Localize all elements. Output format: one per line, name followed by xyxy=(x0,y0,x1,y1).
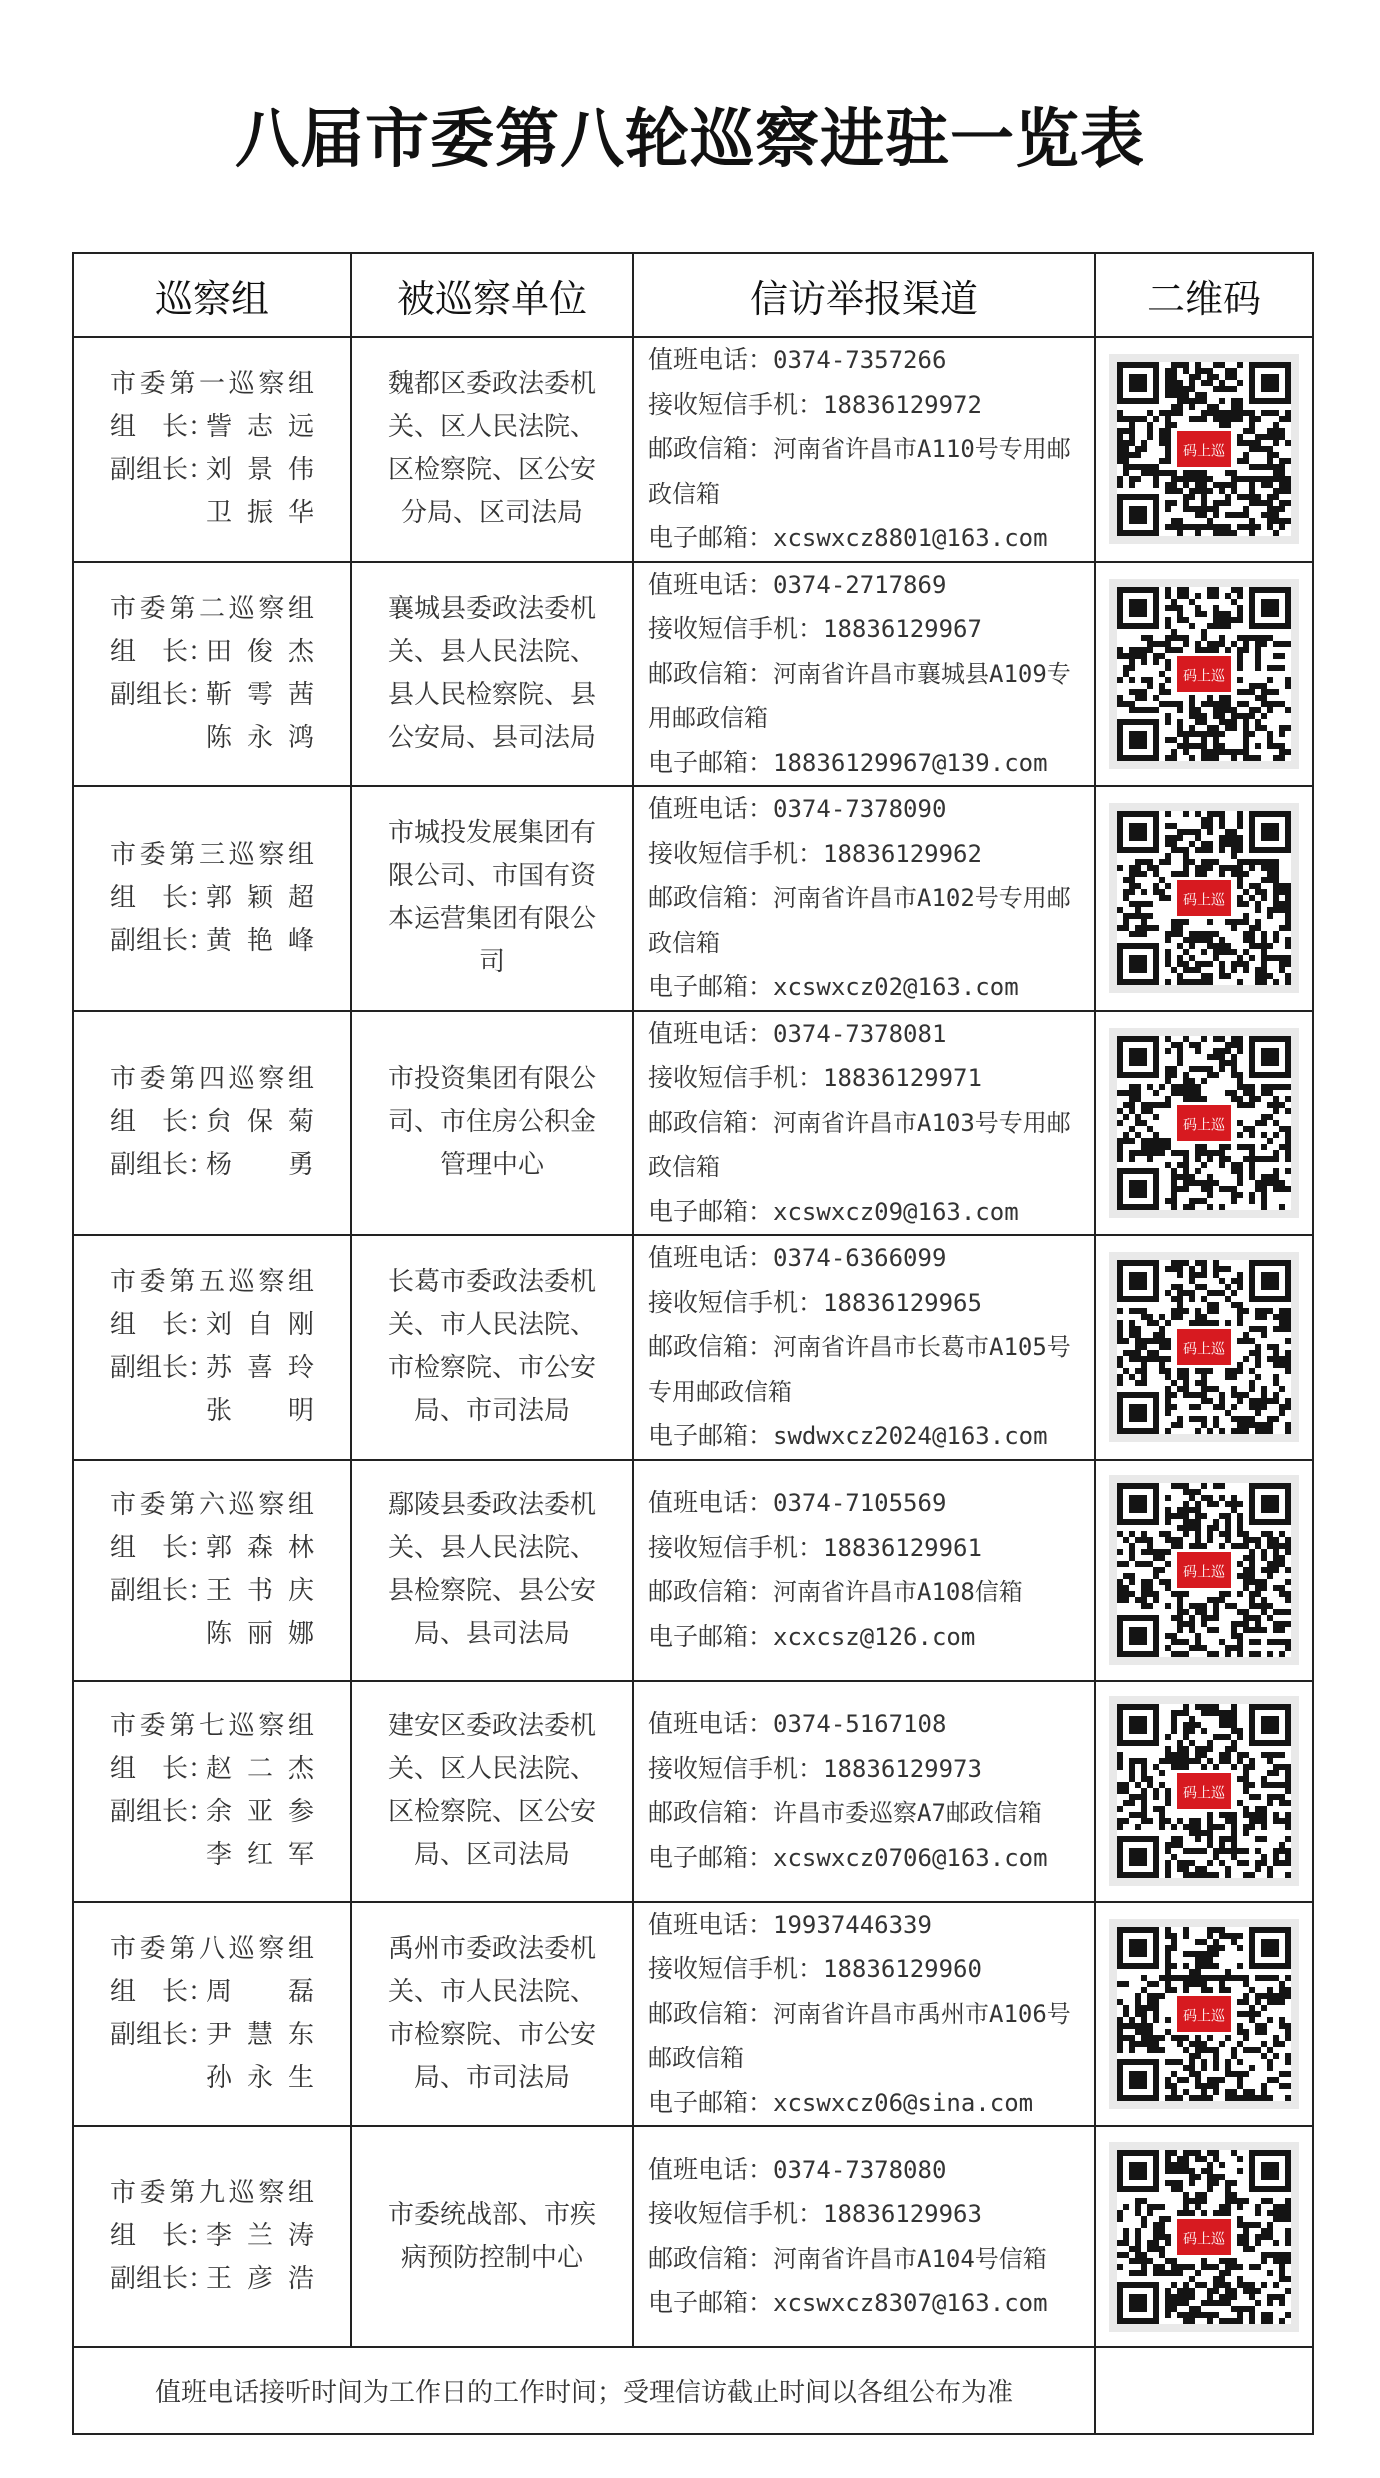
deputy-line xyxy=(110,2057,314,2100)
sms-number: 18836129963 xyxy=(823,2200,982,2228)
qr-code-icon xyxy=(1117,1483,1291,1657)
deputy-label: 副组长： xyxy=(110,1797,215,1827)
contact-cell xyxy=(633,786,1095,1011)
group-cell xyxy=(73,1235,351,1460)
email-address[interactable]: xcswxcz02@163.com xyxy=(773,973,1019,1001)
group-name: 市委第三巡察组 xyxy=(110,839,314,870)
qr-code[interactable] xyxy=(1109,1696,1299,1886)
sms-number-line xyxy=(648,832,1080,877)
qr-code[interactable] xyxy=(1109,354,1299,544)
qr-code-icon xyxy=(1117,587,1291,761)
duty-phone-label: 值班电话： xyxy=(648,1018,774,1048)
deputy-line xyxy=(110,1834,314,1877)
email-line xyxy=(648,1414,1080,1459)
duty-phone: 0374-7378081 xyxy=(773,1019,947,1048)
group-info xyxy=(110,834,314,963)
deputy-indent xyxy=(110,1834,206,1877)
group-name: 市委第一巡察组 xyxy=(110,369,314,400)
deputy-line xyxy=(110,1390,314,1433)
deputy-indent xyxy=(110,2057,206,2100)
postal-box-line xyxy=(648,1325,1080,1414)
leader-label: 组 长： xyxy=(110,1533,215,1563)
qr-code-icon xyxy=(1117,362,1291,536)
sms-number-line xyxy=(648,2192,1080,2237)
email-label: 电子邮箱： xyxy=(648,523,774,552)
header-unit: 被巡察单位 xyxy=(351,253,633,337)
leader-name: 贠保菊 xyxy=(206,1107,314,1138)
duty-phone: 0374-7378080 xyxy=(773,2155,947,2184)
group-info xyxy=(110,1261,314,1433)
deputy-name: 张 明 xyxy=(206,1396,314,1427)
group-info xyxy=(110,1705,314,1877)
qr-badge-text: 码上巡 xyxy=(1183,1117,1225,1134)
qr-cell xyxy=(1095,1460,1313,1681)
deputy-line xyxy=(110,1347,314,1390)
leader-label: 组 长： xyxy=(110,1310,215,1341)
qr-code-icon xyxy=(1117,1260,1291,1434)
header-contact: 信访举报渠道 xyxy=(633,253,1095,337)
group-name: 市委第八巡察组 xyxy=(110,1933,314,1964)
email-label: 电子邮箱： xyxy=(648,2087,774,2117)
sms-number-label: 接收短信手机： xyxy=(648,1532,824,1562)
sms-number: 18836129971 xyxy=(823,1064,982,1092)
email-label: 电子邮箱： xyxy=(648,1621,774,1651)
sms-number: 18836129965 xyxy=(823,1288,982,1317)
qr-badge-text: 码上巡 xyxy=(1183,2231,1225,2248)
table-row xyxy=(73,337,1313,562)
group-name: 市委第九巡察组 xyxy=(110,2178,314,2208)
sms-number-line xyxy=(648,1526,1080,1571)
duty-phone: 0374-7357266 xyxy=(773,346,947,374)
qr-badge-text: 码上巡 xyxy=(1183,1564,1225,1581)
sms-number-label: 接收短信手机： xyxy=(648,838,824,868)
leader-name: 郭颖超 xyxy=(206,882,314,913)
qr-code[interactable] xyxy=(1109,1028,1299,1218)
qr-cell xyxy=(1095,1681,1313,1902)
qr-badge-text: 码上巡 xyxy=(1183,2008,1225,2025)
postal-box: 许昌市委巡察A7邮政信箱 xyxy=(773,1799,1042,1827)
sms-number-label: 接收短信手机： xyxy=(648,614,824,643)
duty-phone: 0374-7378090 xyxy=(773,795,947,823)
leader-line xyxy=(110,2215,314,2258)
email-address[interactable]: xcxcsz@126.com xyxy=(773,1622,976,1651)
duty-phone: 0374-2717869 xyxy=(773,570,947,599)
email-line xyxy=(648,965,1080,1010)
contact-info xyxy=(634,1702,1094,1880)
duty-phone: 0374-6366099 xyxy=(773,1244,947,1272)
postal-box: 河南省许昌市禹州市A106号邮政信箱 xyxy=(648,1999,1071,2072)
inspected-unit: 襄城县委政法委机关、县人民法院、县人民检察院、县公安局、县司法局 xyxy=(387,593,596,753)
qr-cell xyxy=(1095,1235,1313,1460)
duty-phone-line xyxy=(648,338,1080,383)
sms-number-line xyxy=(648,1947,1080,1992)
leader-name: 赵二杰 xyxy=(206,1754,314,1784)
inspection-table xyxy=(72,252,1314,2435)
leader-label: 组 长： xyxy=(110,2221,215,2251)
deputy-label: 副组长： xyxy=(110,1576,215,1606)
footer-note: 值班电话接听时间为工作日的工作时间；受理信访截止时间以各组公布为准 xyxy=(73,2347,1095,2434)
qr-cell xyxy=(1095,786,1313,1011)
email-label: 电子邮箱： xyxy=(648,1196,774,1226)
postal-box: 河南省许昌市A102号专用邮政信箱 xyxy=(648,884,1071,957)
leader-name: 田俊杰 xyxy=(206,636,314,667)
postal-box-label: 邮政信箱： xyxy=(648,1798,774,1827)
qr-code[interactable] xyxy=(1109,1919,1299,2109)
deputy-line xyxy=(110,2258,314,2301)
sms-number-label: 接收短信手机： xyxy=(648,1063,824,1092)
contact-info xyxy=(634,1903,1094,2126)
inspected-unit: 市城投发展集团有限公司、市国有资本运营集团有限公司 xyxy=(387,818,596,978)
leader-name: 郭森林 xyxy=(206,1533,314,1563)
qr-code[interactable] xyxy=(1109,579,1299,769)
deputy-label: 副组长： xyxy=(110,2264,215,2294)
inspected-unit: 魏都区委政法委机关、区人民法院、区检察院、区公安分局、区司法局 xyxy=(387,369,596,529)
deputy-line xyxy=(110,674,314,717)
contact-info xyxy=(634,563,1094,786)
deputy-line xyxy=(110,717,314,760)
contact-cell xyxy=(633,1460,1095,1681)
postal-box-label: 邮政信箱： xyxy=(648,1998,774,2028)
email-line xyxy=(648,1836,1080,1881)
footer-empty-cell xyxy=(1095,2347,1313,2434)
leader-line xyxy=(110,631,314,674)
table-footer-row xyxy=(73,2347,1313,2434)
group-name: 市委第六巡察组 xyxy=(110,1490,314,1520)
postal-box-label: 邮政信箱： xyxy=(648,1107,774,1137)
deputy-name: 杨 勇 xyxy=(206,1150,314,1181)
deputy-indent xyxy=(110,1390,206,1433)
group-name: 市委第四巡察组 xyxy=(110,1064,314,1095)
postal-box: 河南省许昌市A108信箱 xyxy=(773,1578,1023,1606)
deputy-name: 苏喜玲 xyxy=(206,1353,314,1384)
table-row xyxy=(73,1902,1313,2127)
deputy-name: 刘景伟 xyxy=(206,455,314,486)
deputy-indent xyxy=(110,492,206,535)
table-row xyxy=(73,1460,1313,1681)
deputy-label: 副组长： xyxy=(110,2019,215,2050)
duty-phone-label: 值班电话： xyxy=(648,1243,774,1272)
duty-phone-label: 值班电话： xyxy=(648,794,774,823)
duty-phone-line xyxy=(648,1903,1080,1948)
duty-phone-line xyxy=(648,1012,1080,1057)
duty-phone-line xyxy=(648,1702,1080,1747)
table-header-row xyxy=(73,253,1313,337)
deputy-name: 李红军 xyxy=(206,1840,314,1870)
qr-cell xyxy=(1095,1902,1313,2127)
postal-box-line xyxy=(648,652,1080,741)
header-group: 巡察组 xyxy=(73,253,351,337)
group-info xyxy=(110,2172,314,2301)
duty-phone-label: 值班电话： xyxy=(648,345,774,374)
deputy-name: 卫振华 xyxy=(206,498,314,529)
qr-cell xyxy=(1095,337,1313,562)
deputy-name: 靳雩茜 xyxy=(206,679,314,710)
duty-phone-label: 值班电话： xyxy=(648,1709,774,1738)
leader-line xyxy=(110,1971,314,2014)
deputy-label: 副组长： xyxy=(110,925,215,956)
group-info xyxy=(110,1058,314,1187)
qr-cell xyxy=(1095,2126,1313,2347)
contact-cell xyxy=(633,562,1095,787)
inspected-unit: 建安区委政法委机关、区人民法院、区检察院、区公安局、区司法局 xyxy=(387,1711,596,1870)
deputy-label: 副组长： xyxy=(110,1353,215,1384)
contact-info xyxy=(634,1236,1094,1459)
group-name: 市委第七巡察组 xyxy=(110,1711,314,1741)
unit-cell xyxy=(351,337,633,562)
deputy-label: 副组长： xyxy=(110,455,215,486)
email-label: 电子邮箱： xyxy=(648,1842,774,1872)
table-row xyxy=(73,562,1313,787)
table-row xyxy=(73,1681,1313,1902)
duty-phone-line xyxy=(648,1236,1080,1281)
inspected-unit: 鄢陵县委政法委机关、县人民法院、县检察院、县公安局、县司法局 xyxy=(387,1490,596,1649)
sms-number-label: 接收短信手机： xyxy=(648,389,824,419)
unit-cell xyxy=(351,1902,633,2127)
duty-phone: 0374-5167108 xyxy=(773,1710,947,1738)
deputy-label: 副组长： xyxy=(110,679,215,710)
sms-number: 18836129960 xyxy=(823,1955,982,1983)
email-label: 电子邮箱： xyxy=(648,2288,774,2317)
deputy-name: 余亚参 xyxy=(206,1797,314,1827)
email-line xyxy=(648,1615,1080,1660)
group-cell xyxy=(73,337,351,562)
leader-line xyxy=(110,406,314,449)
contact-cell xyxy=(633,1681,1095,1902)
deputy-line xyxy=(110,2014,314,2057)
deputy-line xyxy=(110,492,314,535)
qr-cell xyxy=(1095,562,1313,787)
postal-box: 河南省许昌市A103号专用邮政信箱 xyxy=(648,1108,1071,1181)
contact-info xyxy=(634,1012,1094,1235)
sms-number: 18836129967 xyxy=(823,615,982,643)
leader-line xyxy=(110,1748,314,1791)
email-label: 电子邮箱： xyxy=(648,972,774,1001)
group-cell xyxy=(73,2126,351,2347)
deputy-indent xyxy=(110,717,206,760)
email-address[interactable]: 18836129967@139.com xyxy=(773,748,1048,777)
sms-number: 18836129961 xyxy=(823,1533,982,1562)
postal-box-line xyxy=(648,876,1080,965)
deputy-name: 尹慧东 xyxy=(206,2019,314,2050)
leader-label: 组 长： xyxy=(110,636,215,667)
leader-line xyxy=(110,1527,314,1570)
email-line xyxy=(648,516,1080,561)
leader-label: 组 长： xyxy=(110,1976,215,2007)
group-info xyxy=(110,588,314,760)
email-label: 电子邮箱： xyxy=(648,747,774,777)
sms-number: 18836129973 xyxy=(823,1754,982,1783)
table-row xyxy=(73,1011,1313,1236)
unit-cell xyxy=(351,1460,633,1681)
leader-name: 刘自刚 xyxy=(206,1310,314,1341)
unit-cell xyxy=(351,1681,633,1902)
duty-phone-label: 值班电话： xyxy=(648,1488,774,1517)
qr-cell xyxy=(1095,1011,1313,1236)
contact-cell xyxy=(633,1235,1095,1460)
duty-phone-label: 值班电话： xyxy=(648,569,774,599)
email-line xyxy=(648,1190,1080,1235)
group-cell xyxy=(73,1681,351,1902)
sms-number-line xyxy=(648,1281,1080,1326)
group-name: 市委第五巡察组 xyxy=(110,1267,314,1298)
postal-box-label: 邮政信箱： xyxy=(648,2243,774,2273)
postal-box-line xyxy=(648,1101,1080,1190)
deputy-name: 陈永鸿 xyxy=(206,722,314,753)
qr-code[interactable] xyxy=(1109,1252,1299,1442)
leader-label: 组 长： xyxy=(110,1107,215,1138)
duty-phone-label: 值班电话： xyxy=(648,2154,774,2184)
qr-code-icon xyxy=(1117,1036,1291,1210)
duty-phone: 19937446339 xyxy=(773,1910,932,1939)
sms-number-label: 接收短信手机： xyxy=(648,1954,824,1983)
sms-number-line xyxy=(648,383,1080,428)
table-row xyxy=(73,2126,1313,2347)
deputy-line xyxy=(110,1613,314,1656)
postal-box: 河南省许昌市长葛市A105号专用邮政信箱 xyxy=(648,1333,1071,1406)
duty-phone: 0374-7105569 xyxy=(773,1489,947,1517)
sms-number-line xyxy=(648,1747,1080,1792)
unit-cell xyxy=(351,1235,633,1460)
table-row xyxy=(73,1235,1313,1460)
qr-code[interactable] xyxy=(1109,1475,1299,1665)
sms-number-line xyxy=(648,607,1080,652)
postal-box-label: 邮政信箱： xyxy=(648,1577,774,1606)
sms-number-label: 接收短信手机： xyxy=(648,1287,824,1317)
header-qr: 二维码 xyxy=(1095,253,1313,337)
postal-box-label: 邮政信箱： xyxy=(648,434,774,463)
leader-label: 组 长： xyxy=(110,882,215,913)
leader-label: 组 长： xyxy=(110,412,215,443)
group-cell xyxy=(73,786,351,1011)
duty-phone-line xyxy=(648,563,1080,608)
group-cell xyxy=(73,1460,351,1681)
email-address[interactable]: xcswxcz0706@163.com xyxy=(773,1843,1048,1872)
group-cell xyxy=(73,1902,351,2127)
email-line xyxy=(648,2281,1080,2326)
deputy-line xyxy=(110,1570,314,1613)
postal-box-line xyxy=(648,2237,1080,2282)
duty-phone-label: 值班电话： xyxy=(648,1909,774,1939)
deputy-name: 陈丽娜 xyxy=(206,1619,314,1649)
email-address[interactable]: xcswxcz09@163.com xyxy=(773,1197,1019,1226)
group-cell xyxy=(73,1011,351,1236)
leader-line xyxy=(110,1101,314,1144)
inspected-unit: 市委统战部、市疾病预防控制中心 xyxy=(387,2199,596,2273)
deputy-line xyxy=(110,1144,314,1187)
inspected-unit: 禹州市委政法委机关、市人民法院、市检察院、市公安局、市司法局 xyxy=(387,1933,596,2093)
qr-badge-text: 码上巡 xyxy=(1183,1341,1225,1358)
deputy-label: 副组长： xyxy=(110,1150,215,1181)
contact-cell xyxy=(633,337,1095,562)
email-line xyxy=(648,741,1080,786)
postal-box-line xyxy=(648,1992,1080,2081)
postal-box-line xyxy=(648,427,1080,516)
contact-cell xyxy=(633,1011,1095,1236)
qr-badge-text: 码上巡 xyxy=(1183,443,1225,460)
leader-name: 訾志远 xyxy=(206,412,314,443)
qr-code-icon xyxy=(1117,1704,1291,1878)
unit-cell xyxy=(351,1011,633,1236)
contact-info xyxy=(634,787,1094,1010)
group-info xyxy=(110,363,314,535)
deputy-line xyxy=(110,920,314,963)
inspected-unit: 市投资集团有限公司、市住房公积金管理中心 xyxy=(387,1064,596,1181)
deputy-name: 黄艳峰 xyxy=(206,925,314,956)
qr-badge-text: 码上巡 xyxy=(1183,1785,1225,1802)
deputy-indent xyxy=(110,1613,206,1656)
qr-badge-text: 码上巡 xyxy=(1183,892,1225,909)
email-line xyxy=(648,2081,1080,2126)
qr-code[interactable] xyxy=(1109,803,1299,993)
postal-box: 河南省许昌市A104号信箱 xyxy=(773,2244,1047,2273)
table-body xyxy=(73,337,1313,2347)
deputy-line xyxy=(110,449,314,492)
qr-code-icon xyxy=(1117,811,1291,985)
leader-line xyxy=(110,877,314,920)
email-address[interactable]: swdwxcz2024@163.com xyxy=(773,1422,1048,1450)
postal-box-line xyxy=(648,1791,1080,1836)
duty-phone-line xyxy=(648,2148,1080,2193)
contact-info xyxy=(634,2148,1094,2326)
deputy-name: 王书庆 xyxy=(206,1576,314,1606)
leader-line xyxy=(110,1304,314,1347)
postal-box-label: 邮政信箱： xyxy=(648,658,774,688)
email-label: 电子邮箱： xyxy=(648,1421,774,1450)
leader-label: 组 长： xyxy=(110,1754,215,1784)
postal-box: 河南省许昌市襄城县A109专用邮政信箱 xyxy=(648,659,1071,732)
sms-number-line xyxy=(648,1056,1080,1101)
postal-box: 河南省许昌市A110号专用邮政信箱 xyxy=(648,435,1071,508)
group-info xyxy=(110,1928,314,2100)
qr-code-icon xyxy=(1117,1927,1291,2101)
group-name: 市委第二巡察组 xyxy=(110,593,314,624)
qr-code-icon xyxy=(1117,2150,1291,2324)
leader-name: 周 磊 xyxy=(206,1976,314,2007)
sms-number: 18836129972 xyxy=(823,390,982,419)
postal-box-label: 邮政信箱： xyxy=(648,883,774,912)
deputy-name: 孙永生 xyxy=(206,2062,314,2093)
sms-number-label: 接收短信手机： xyxy=(648,1753,824,1783)
email-address[interactable]: xcswxcz06@sina.com xyxy=(773,2088,1034,2117)
contact-info xyxy=(634,1481,1094,1659)
sms-number: 18836129962 xyxy=(823,839,982,868)
contact-info xyxy=(634,338,1094,561)
deputy-line xyxy=(110,1791,314,1834)
contact-cell xyxy=(633,1902,1095,2127)
postal-box-line xyxy=(648,1570,1080,1615)
group-info xyxy=(110,1484,314,1656)
group-cell xyxy=(73,562,351,787)
deputy-name: 王彦浩 xyxy=(206,2264,314,2294)
table-row xyxy=(73,786,1313,1011)
qr-code[interactable] xyxy=(1109,2142,1299,2332)
postal-box-label: 邮政信箱： xyxy=(648,1332,774,1361)
sms-number-label: 接收短信手机： xyxy=(648,2199,824,2228)
contact-cell xyxy=(633,2126,1095,2347)
inspected-unit: 长葛市委政法委机关、市人民法院、市检察院、市公安局、市司法局 xyxy=(387,1267,596,1427)
email-address[interactable]: xcswxcz8801@163.com xyxy=(773,524,1048,552)
unit-cell xyxy=(351,786,633,1011)
unit-cell xyxy=(351,2126,633,2347)
page-title: 八届市委第八轮巡察进驻一览表 xyxy=(235,102,1145,177)
leader-name: 李兰涛 xyxy=(206,2221,314,2251)
qr-badge-text: 码上巡 xyxy=(1183,668,1225,685)
email-address[interactable]: xcswxcz8307@163.com xyxy=(773,2289,1048,2317)
unit-cell xyxy=(351,562,633,787)
duty-phone-line xyxy=(648,787,1080,832)
duty-phone-line xyxy=(648,1481,1080,1526)
